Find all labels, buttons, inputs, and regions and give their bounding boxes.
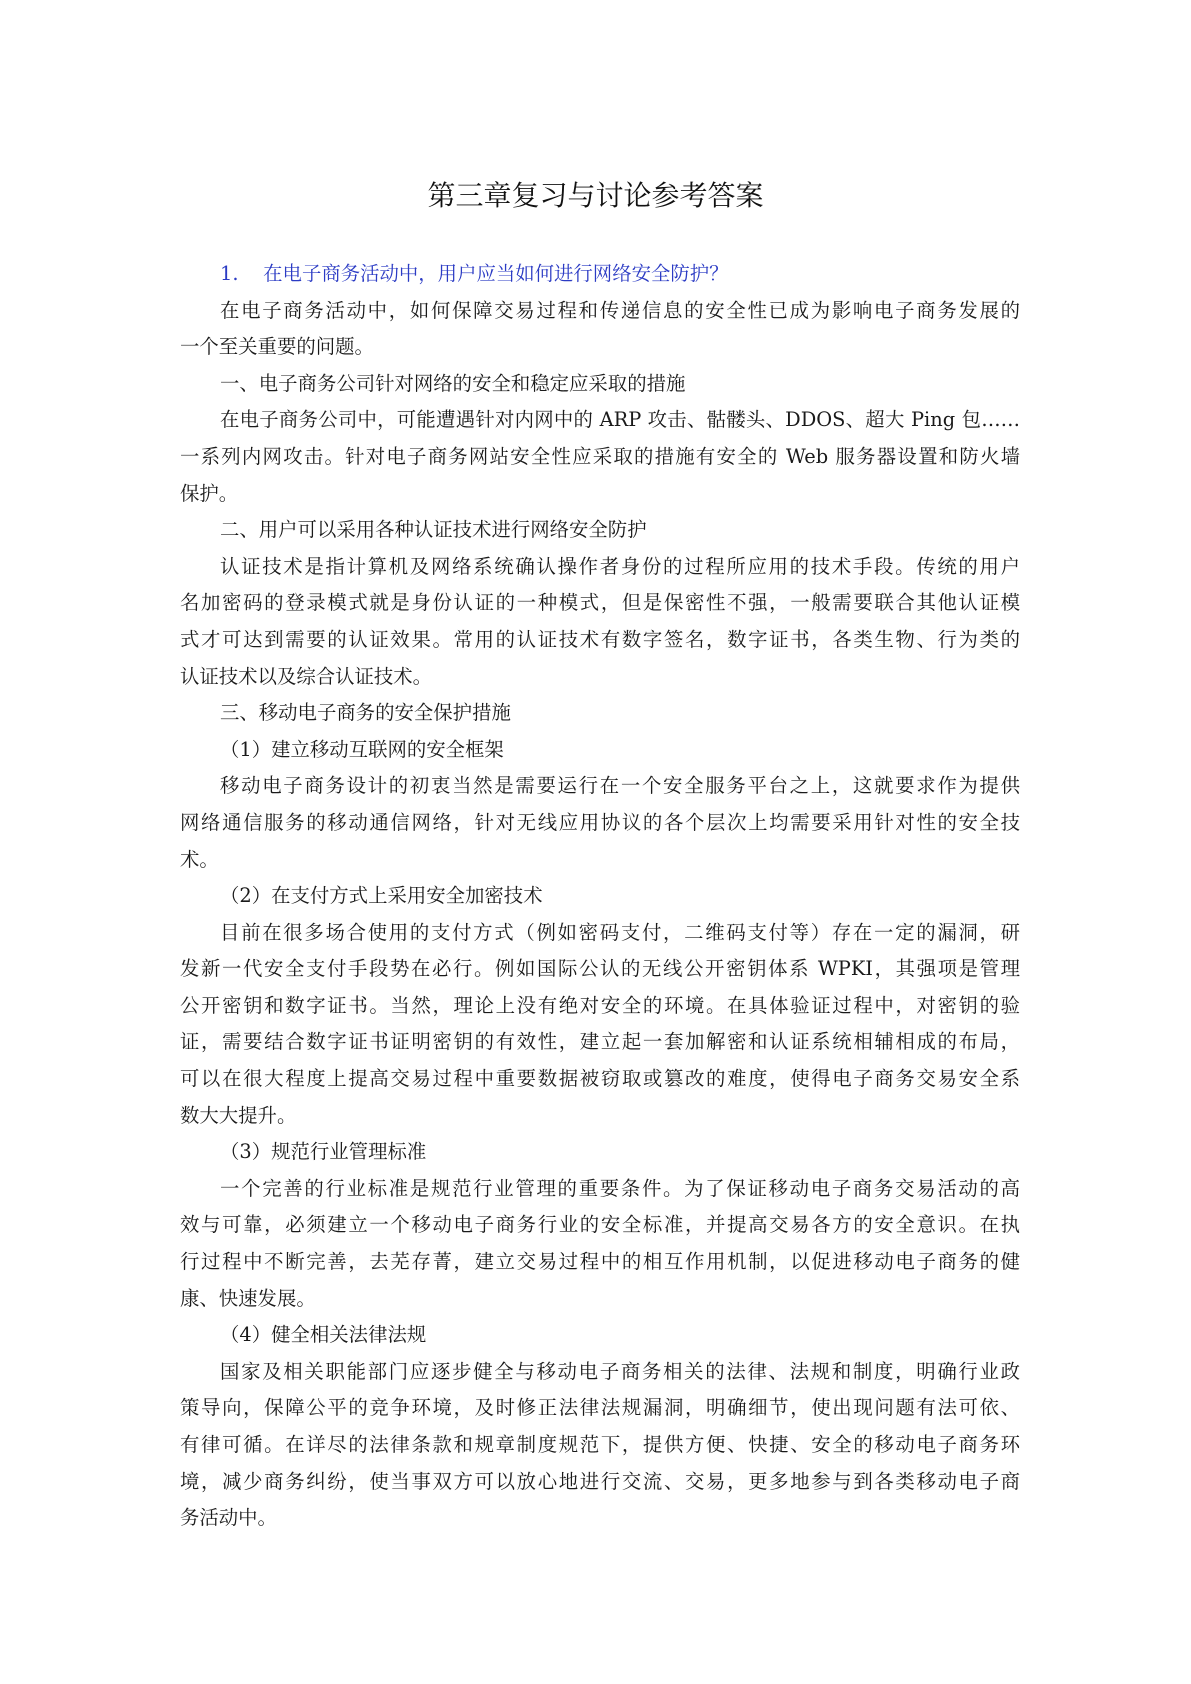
body-line: 可以在很大程度上提高交易过程中重要数据被窃取或篡改的难度，使得电子商务交易安全系 xyxy=(180,1067,1020,1091)
body-line: 式才可达到需要的认证效果。常用的认证技术有数字签名，数字证书，各类生物、行为类的 xyxy=(180,627,1020,651)
subsection-heading: （1）建立移动互联网的安全框架 xyxy=(220,737,504,761)
body-line: 发新一代安全支付手段势在必行。例如国际公认的无线公开密钥体系 WPKI，其强项是管理 xyxy=(180,957,1020,981)
body-line: 行过程中不断完善，去芜存菁，建立交易过程中的相互作用机制，以促进移动电子商务的健 xyxy=(180,1250,1020,1274)
section-heading: 二、用户可以采用各种认证技术进行网络安全防护 xyxy=(220,518,647,542)
body-line: 名加密码的登录模式就是身份认证的一种模式，但是保密性不强，一般需要联合其他认证模 xyxy=(180,591,1020,615)
body-line: 一系列内网攻击。针对电子商务网站安全性应采取的措施有安全的 Web 服务器设置和防火墙 xyxy=(180,444,1020,468)
body-line: 保护。 xyxy=(180,481,239,505)
body-line: 一个完善的行业标准是规范行业管理的重要条件。为了保证移动电子商务交易活动的高 xyxy=(220,1176,1020,1200)
body-line: 有律可循。在详尽的法律条款和规章制度规范下，提供方便、快捷、安全的移动电子商务环 xyxy=(180,1433,1020,1456)
question-text: 在电子商务活动中，用户应当如何进行网络安全防护？ xyxy=(263,262,729,285)
body-line: 国家及相关职能部门应逐步健全与移动电子商务相关的法律、法规和制度，明确行业政 xyxy=(220,1359,1020,1383)
body-line: 策导向，保障公平的竞争环境，及时修正法律法规漏洞，明确细节，使出现问题有法可依、 xyxy=(180,1396,1020,1420)
body-line: 认证技术以及综合认证技术。 xyxy=(180,664,433,688)
body-line: 数大大提升。 xyxy=(180,1103,297,1127)
body-line: 移动电子商务设计的初衷当然是需要运行在一个安全服务平台之上，这就要求作为提供 xyxy=(220,774,1020,798)
subsection-heading: （4）健全相关法律法规 xyxy=(220,1323,427,1347)
subsection-heading: （3）规范行业管理标准 xyxy=(220,1140,427,1164)
body-line: 在电子商务活动中，如何保障交易过程和传递信息的安全性已成为影响电子商务发展的 xyxy=(220,298,1020,322)
body-line: 务活动中。 xyxy=(180,1506,277,1530)
body-line: 术。 xyxy=(180,847,219,871)
body-line: 证，需要结合数字证书证明密钥的有效性，建立起一套加解密和认证系统相辅相成的布局， xyxy=(180,1030,1020,1054)
body-line: 效与可靠，必须建立一个移动电子商务行业的安全标准，并提高交易各方的安全意识。在执 xyxy=(180,1213,1020,1237)
question-heading xyxy=(180,256,1020,293)
body-line: 境，减少商务纠纷，使当事双方可以放心地进行交流、交易，更多地参与到各类移动电子商 xyxy=(180,1469,1020,1493)
body-line: 康、快速发展。 xyxy=(180,1286,316,1310)
body-line: 认证技术是指计算机及网络系统确认操作者身份的过程所应用的技术手段。传统的用户 xyxy=(220,554,1020,578)
section-heading: 一、电子商务公司针对网络的安全和稳定应采取的措施 xyxy=(220,371,686,395)
section-heading: 三、移动电子商务的安全保护措施 xyxy=(220,701,511,725)
question-number: 1. xyxy=(220,262,239,285)
subsection-heading: （2）在支付方式上采用安全加密技术 xyxy=(220,884,543,908)
body-line: 网络通信服务的移动通信网络，针对无线应用协议的各个层次上均需要采用针对性的安全技 xyxy=(180,810,1020,834)
body-line: 目前在很多场合使用的支付方式（例如密码支付，二维码支付等）存在一定的漏洞，研 xyxy=(220,920,1020,944)
page-title: 第三章复习与讨论参考答案 xyxy=(427,179,764,212)
body-line: 一个至关重要的问题。 xyxy=(180,335,374,359)
body-line: 公开密钥和数字证书。当然，理论上没有绝对安全的环境。在具体验证过程中，对密钥的验 xyxy=(180,993,1020,1017)
document-body xyxy=(180,256,1020,1537)
body-line: 在电子商务公司中，可能遭遇针对内网中的 ARP 攻击、骷髅头、DDOS、超大 Ping 包…… xyxy=(220,408,1020,432)
